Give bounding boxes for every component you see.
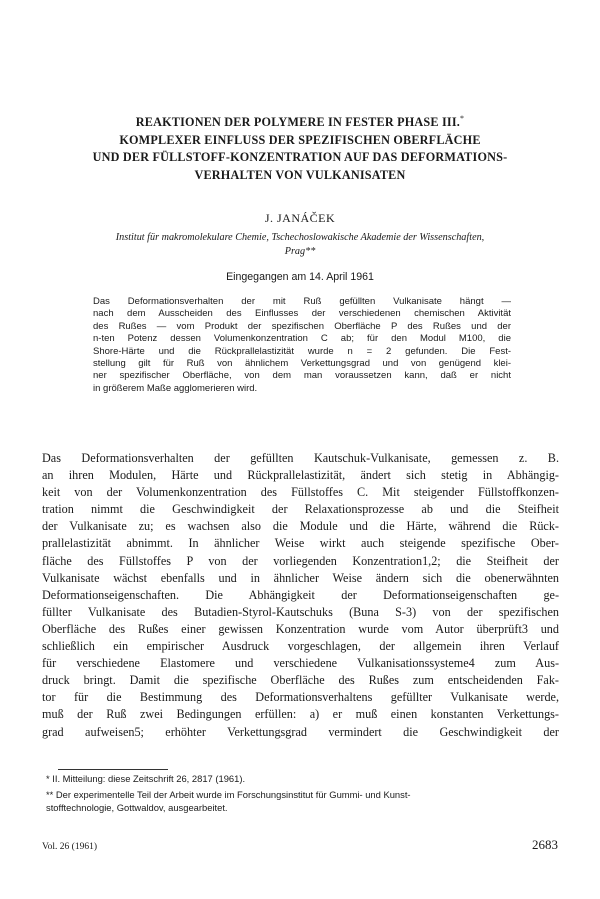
title-line-1: REAKTIONEN DER POLYMERE IN FESTER PHASE III. [135, 115, 461, 130]
body-line: Das Deformationsverhalten der gefüllten Kautschuk-Vulkanisate, gemessen z. B. [42, 451, 559, 465]
volume-label: Vol. 26 (1961) [42, 842, 97, 852]
body-line: grad aufweisen5; erhöhter Verkettungsgrad vermindert die Geschwindigkeit der [42, 724, 559, 739]
body-line: der Vulkanisate zu; es wachsen also die Module und die Härte, während die Rück- [42, 519, 559, 534]
body-line: prallelastizität abnimmt. In ähnlicher Weise wirkt auch steigende spezifische Ober- [42, 536, 559, 551]
abstract [93, 296, 511, 395]
body-line: an ihren Modulen, Härte und Rückprallelastizität, ändert sich stetig in Abhängig- [42, 468, 559, 483]
author-name: J. JANÁČEK [264, 211, 336, 225]
body-line: fläche des Füllstoffes P von der vorliegenden Konzentration1,2; die Steifheit der [42, 553, 559, 568]
abstract-line: n-ten Potenz dessen Volumenkonzentration C ab; für den Modul M100, die [93, 333, 511, 345]
affiliation-line-1: Institut für makromolekulare Chemie, Tschechoslowakische Akademie der Wissenschaften, [115, 232, 485, 243]
abstract-line: stellung gilt für Ruß von ähnlichem Verkettungsgrad und von genügend klei- [93, 358, 511, 370]
received-date: Eingegangen am 14. April 1961 [226, 271, 374, 283]
title-line-2: KOMPLEXER EINFLUSS DER SPEZIFISCHEN OBERFLÄCHE [119, 132, 481, 147]
title-line-3: UND DER FÜLLSTOFF-KONZENTRATION AUF DAS DEFORMATIONS- [92, 150, 508, 165]
body-line: keit von der Volumenkonzentration des Füllstoffes C. Mit steigender Füllstoffkonzen- [42, 485, 559, 500]
body-line: tor für die Bestimmung des Deformationsverhaltens gefüllter Vulkanisate werde, [42, 690, 559, 705]
affiliation-line-2: Prag** [284, 245, 316, 257]
body-line: Vulkanisate wächst ebenfalls und in ähnlicher Weise ändern sich die obenerwähnten [42, 570, 559, 585]
footnote-1: * II. Mitteilung: diese Zeitschrift 26, 2817 (1961). [46, 773, 246, 784]
body-line: Deformationseigenschaften. Die Abhängigkeit der Deformationseigenschaften ge- [42, 587, 559, 602]
abstract-line: des Rußes — vom Produkt der spezifischen Oberfläche P des Rußes und der [93, 320, 511, 332]
body-line: für verschiedene Elastomere und verschiedene Vulkanisationssysteme4 zum Aus- [42, 656, 559, 671]
body-line: tration nimmt die Geschwindigkeit der Relaxationsprozesse ab und die Steifheit [42, 502, 559, 517]
abstract-line: in größerem Maße agglomerieren wird. [93, 382, 258, 394]
page-number: 2683 [532, 837, 558, 852]
abstract-line: nach dem Ausscheiden des Einflusses der verschiedenen chemischen Aktivität [93, 308, 511, 320]
body-line: druck bringt. Damit die spezifische Oberfläche des Rußes zum entscheidenden Fak- [42, 673, 559, 688]
body-line: schließlich ein empirischer Ausdruck vorgeschlagen, der allgemein ihren Verlauf [42, 639, 559, 654]
affiliation [50, 231, 550, 258]
body-line: Oberfläche des Rußes einer gewissen Konzentration wurde vom Autor überprüft3 und [42, 621, 559, 636]
footnote-2 [46, 788, 560, 814]
title-line-4: VERHALTEN VON VULKANISATEN [194, 167, 406, 182]
footnote-2-line-1: ** Der experimentelle Teil der Arbeit wurde im Forschungsinstitut für Gummi- und Kunst- [46, 789, 411, 800]
title-footnote-marker: * [460, 114, 465, 123]
article-title [60, 110, 540, 184]
abstract-line: ner spezifischer Oberfläche, von dem man voraussetzen kann, daß er nicht [93, 370, 511, 382]
body-line: füllter Vulkanisate des Butadien-Styrol-Kautschuks (Buna S-3) von der spezifischen [42, 604, 559, 619]
body-line: muß der Ruß zwei Bedingungen erfüllen: a) er muß einen konstanten Verkettungs- [42, 707, 559, 722]
abstract-line: Das Deformationsverhalten der mit Ruß gefüllten Vulkanisate hängt — [93, 296, 511, 307]
abstract-line: Shore-Härte und die Rückprallelastizität wurde n = 2 gefunden. Die Fest- [93, 345, 511, 357]
body-text [42, 450, 559, 741]
footnote-2-line-2: stofftechnologie, Gottwaldov, ausgearbeitet. [46, 802, 228, 813]
footnote-divider [58, 769, 168, 770]
